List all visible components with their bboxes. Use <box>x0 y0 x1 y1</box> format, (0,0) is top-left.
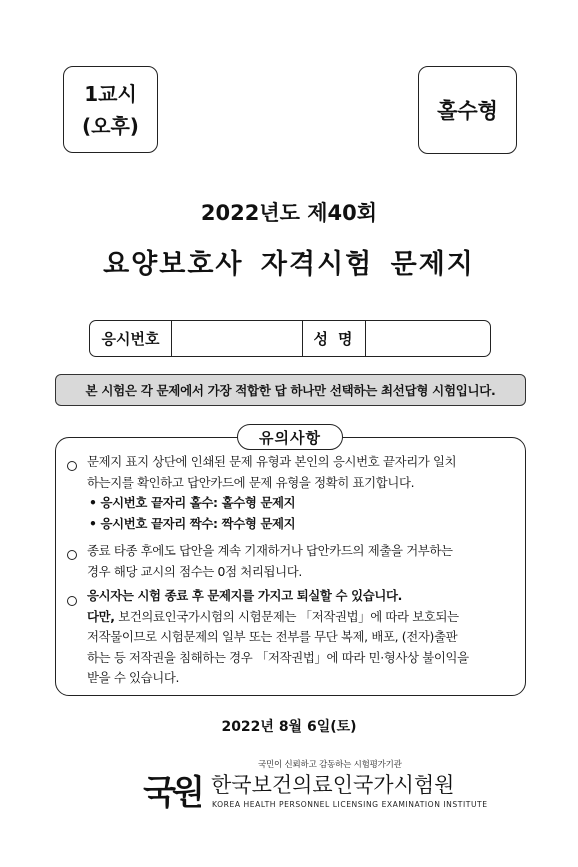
institute-tagline: 국민이 신뢰하고 감동하는 시험평가기관 <box>258 760 402 770</box>
name-field[interactable] <box>366 321 490 356</box>
circle-bullet-icon <box>67 596 77 606</box>
caution-item-1-sub1: • 응시번호 끝자리 홀수: 홀수형 문제지 <box>89 495 296 510</box>
exam-type-label: 홀수형 <box>437 99 498 123</box>
exam-number-field[interactable] <box>172 321 303 356</box>
exam-date: 2022년 8월 6일(토) <box>221 719 357 735</box>
logo-text: 국원 <box>143 773 201 813</box>
notice-text: 본 시험은 각 문제에서 가장 적합한 답 하나만 선택하는 최선답형 시험입니다. <box>85 383 496 398</box>
caution-item-2-bullet <box>67 546 77 567</box>
institute-logo-icon <box>143 758 201 816</box>
caution-item-3-line1: 응시자는 시험 종료 후 문제지를 가지고 퇴실할 수 있습니다. <box>87 588 402 603</box>
session-box <box>63 66 158 153</box>
cautions-label <box>237 424 343 450</box>
caution-item-2-line1: 종료 타종 후에도 답안을 계속 기재하거나 답안카드의 제출을 거부하는 <box>87 543 453 558</box>
sub1-text: 응시번호 끝자리 홀수: 홀수형 문제지 <box>100 495 296 510</box>
notice-bar <box>55 374 526 406</box>
caution-item-3-line2-rest: 보건의료인국가시험의 시험문제는 「저작권법」에 따라 보호되는 <box>114 608 459 624</box>
session-time: (오후) <box>82 113 139 138</box>
caution-item-3 <box>87 586 517 689</box>
identity-table <box>89 320 491 357</box>
circle-bullet-icon <box>67 550 77 560</box>
institute-name: 한국보건의료인국가시험원 <box>211 773 455 797</box>
caution-item-1-line1: 문제지 표지 상단에 인쇄된 문제 유형과 본인의 응시번호 끝자리가 일치 <box>87 454 457 469</box>
caution-item-1 <box>87 452 517 534</box>
caution-item-1-line2: 하는지를 확인하고 답안카드에 문제 유형을 정확히 표기합니다. <box>87 474 415 490</box>
circle-bullet-icon <box>67 461 77 471</box>
institute-english-name: KOREA HEALTH PERSONNEL LICENSING EXAMINATION INSTITUTE <box>212 800 488 809</box>
caution-item-3-line2 <box>87 607 517 628</box>
sub2-text: 응시번호 끝자리 짝수: 짝수형 문제지 <box>100 515 296 531</box>
exam-year-title: 2022년도 제40회 <box>200 201 378 225</box>
caution-item-3-line4: 하는 등 저작권을 침해하는 경우 「저작권법」에 따라 민·형사상 불이익을 <box>87 649 469 665</box>
caution-item-2 <box>87 541 517 582</box>
exam-main-title: 요양보호사 자격시험 문제지 <box>103 249 475 280</box>
caution-item-1-bullet <box>67 457 77 478</box>
caution-item-3-line5: 받을 수 있습니다. <box>87 670 180 685</box>
caution-item-3-line3: 저작물이므로 시험문제의 일부 또는 전부를 무단 복제, 배포, (전자)출판 <box>87 629 458 644</box>
exam-type-box <box>418 66 517 154</box>
name-label: 성명 <box>303 321 366 356</box>
caution-item-3-bullet <box>67 592 77 613</box>
caution-item-1-sub2: • 응시번호 끝자리 짝수: 짝수형 문제지 <box>89 515 296 531</box>
session-label: 1교시 <box>84 81 137 106</box>
caution-item-3-however: 다만, <box>87 608 115 624</box>
exam-number-label: 응시번호 <box>90 321 172 356</box>
caution-item-2-line2: 경우 해당 교시의 점수는 0점 처리됩니다. <box>87 563 302 579</box>
cautions-label-text: 유의사항 <box>259 428 321 447</box>
